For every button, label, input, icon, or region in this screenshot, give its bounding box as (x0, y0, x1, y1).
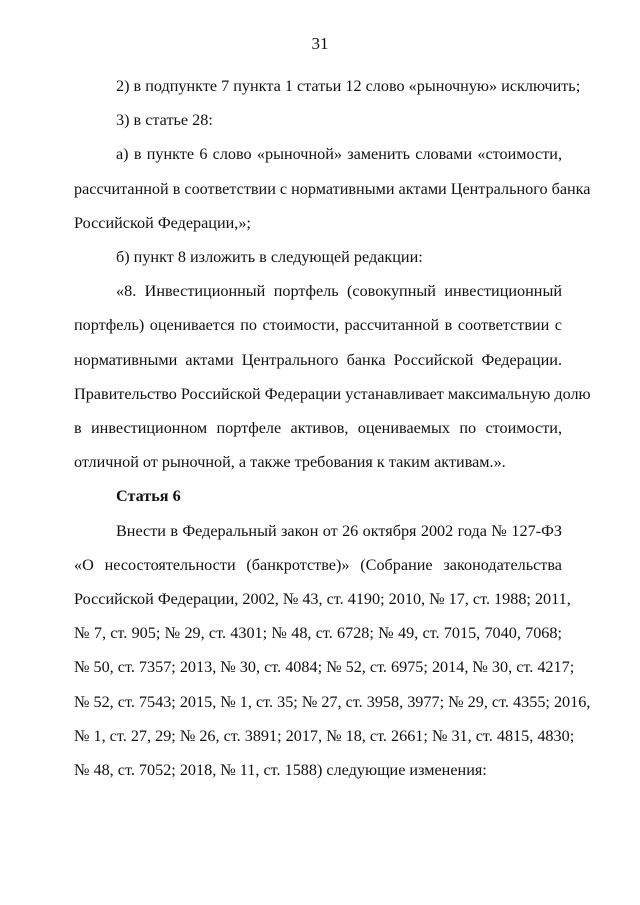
paragraph-line: а) в пункте 6 слово «рыночной» заменить словами «стоимости, (116, 145, 562, 164)
paragraph-line: Правительство Российской Федерации устанавливает максимальную долю (74, 384, 591, 403)
paragraph-line: № 48, ст. 7052; 2018, № 11, ст. 1588) следующие изменения: (74, 761, 487, 780)
paragraph-line: рассчитанной в соответствии с нормативными актами Центрального банка (74, 179, 591, 198)
paragraph-line: Российской Федерации,»; (74, 213, 251, 232)
article-6-heading (74, 479, 562, 513)
paragraph-line: «О несостоятельности (банкротстве)» (Собрание законодательства (74, 555, 562, 574)
paragraph-line: Внести в Федеральный закон от 26 октября 2002 года № 127-ФЗ (116, 521, 562, 540)
page-number: 31 (311, 34, 329, 53)
paragraph-line: № 1, ст. 27, 29; № 26, ст. 3891; 2017, № 18, ст. 2661; № 31, ст. 4815, 4830; (74, 726, 575, 745)
paragraph-line: 2) в подпункте 7 пункта 1 статьи 12 слово «рыночную» исключить; (116, 77, 581, 95)
paragraph-line: «8. Инвестиционный портфель (совокупный инвестиционный (116, 282, 562, 301)
item-2-paragraph (74, 69, 581, 103)
paragraph-line: портфель) оценивается по стоимости, рассчитанной в соответствии с (74, 316, 562, 335)
sub-item-b-paragraph (74, 240, 562, 274)
paragraph-line: № 52, ст. 7543; 2015, № 1, ст. 35; № 27, ст. 3958, 3977; № 29, ст. 4355; 2016, (74, 692, 591, 711)
paragraph-line: № 50, ст. 7357; 2013, № 30, ст. 4084; № 52, ст. 6975; 2014, № 30, ст. 4217; (74, 658, 575, 677)
item-3-paragraph (74, 103, 562, 137)
article-6-body (74, 514, 591, 788)
sub-item-a-paragraph (74, 137, 591, 240)
document-body (74, 69, 591, 787)
paragraph-line: № 7, ст. 905; № 29, ст. 4301; № 48, ст. 6728; № 49, ст. 7015, 7040, 7068; (74, 624, 562, 643)
paragraph-line: б) пункт 8 изложить в следующей редакции: (116, 248, 423, 267)
paragraph-line: отличной от рыночной, а также требования к таким активам.». (74, 453, 506, 472)
paragraph-line: в инвестиционном портфеле активов, оцениваемых по стоимости, (74, 419, 562, 438)
paragraph-line: 3) в статье 28: (116, 111, 213, 130)
heading-text: Статья 6 (116, 487, 181, 506)
paragraph-line: нормативными актами Центрального банка Российской Федерации. (74, 350, 562, 369)
quoted-point-8 (74, 274, 591, 479)
paragraph-line: Российской Федерации, 2002, № 43, ст. 4190; 2010, № 17, ст. 1988; 2011, (74, 590, 571, 609)
